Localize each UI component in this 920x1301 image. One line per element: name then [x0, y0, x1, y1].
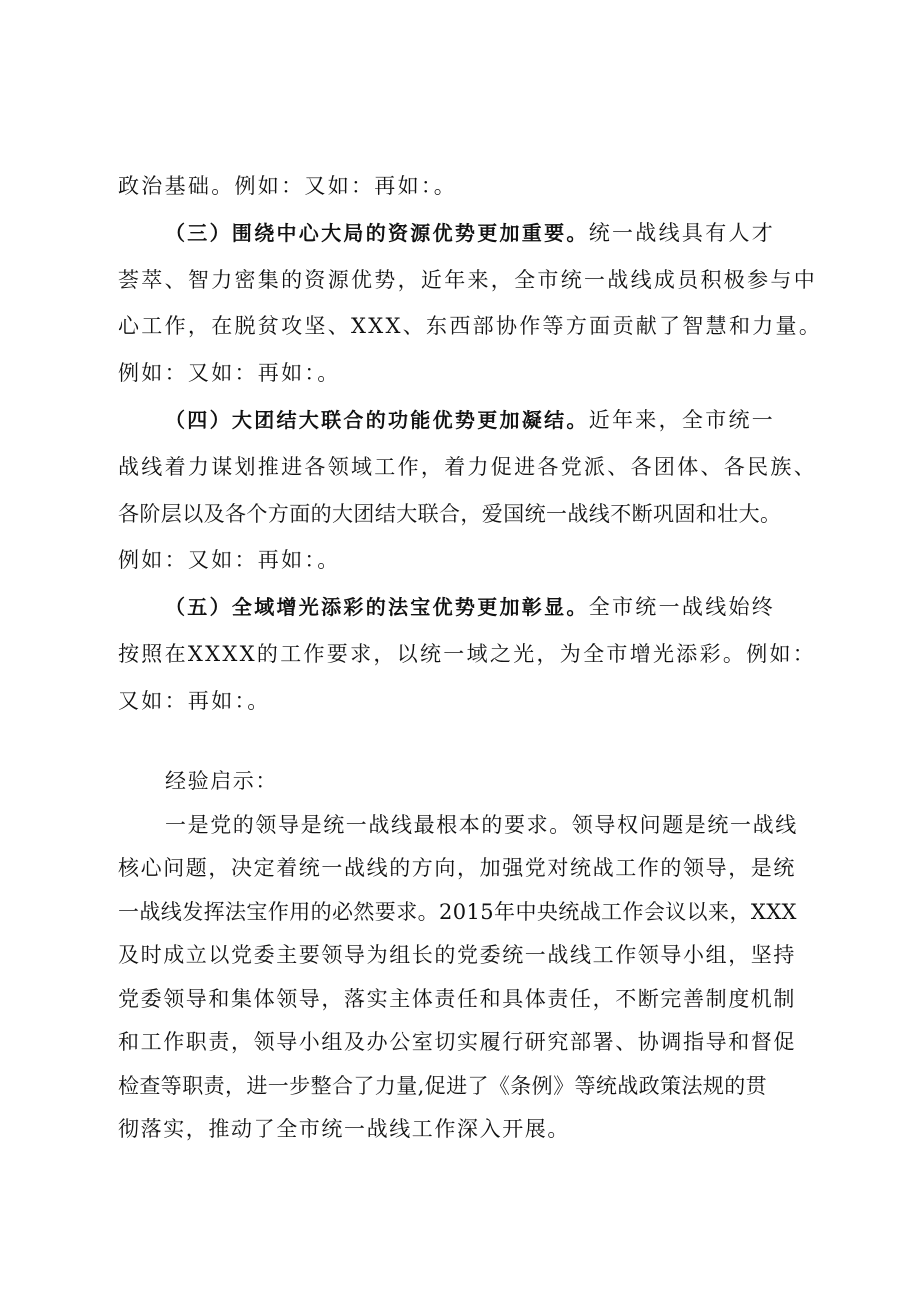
body-line: 例如：又如：再如：。: [118, 548, 341, 573]
section-heading: （五）全域增光添彩的法宝优势更加彰显。: [165, 595, 589, 620]
body-line: 一战线发挥法宝作用的必然要求。2015年中央统战工作会议以来，XXX: [118, 899, 797, 924]
experience-section: [118, 760, 830, 1152]
body-line: 心工作，在脱贫攻坚、XXX、东西部协作等方面贡献了智慧和力量。: [118, 314, 823, 339]
section-heading: （四）大团结大联合的功能优势更加凝结。: [165, 407, 589, 432]
section-five-heading-line: （五）全域增光添彩的法宝优势更加彰显。全市统一战线始终: [165, 595, 776, 620]
achievements-section: [118, 163, 830, 725]
body-line: 一是党的领导是统一战线最根本的要求。领导权问题是统一战线: [165, 812, 798, 837]
body-line: 及时成立以党委主要领导为组长的党委统一战线工作领导小组，坚持: [118, 943, 796, 967]
body-line: 和工作职责，领导小组及办公室切实履行研究部署、协调指导和督促: [118, 1030, 796, 1054]
body-line: 彻落实，推动了全市统一战线工作深入开展。: [118, 1117, 570, 1141]
section-three-heading-line: （三）围绕中心大局的资源优势更加重要。统一战线具有人才: [165, 220, 776, 245]
body-line: 例如：又如：再如：。: [118, 361, 341, 386]
body-line: 检查等职责，进一步整合了力量,促进了《条例》等统战政策法规的贯: [118, 1073, 768, 1098]
section-heading: （三）围绕中心大局的资源优势更加重要。: [165, 220, 589, 245]
body-line: 又如：再如：。: [118, 688, 271, 713]
section-four-heading-line: （四）大团结大联合的功能优势更加凝结。近年来，全市统一: [165, 407, 776, 432]
experience-heading: 经验启示：: [165, 769, 278, 793]
body-line: 政治基础。例如：又如：再如：。: [118, 174, 457, 198]
body-line: 党委领导和集体领导，落实主体责任和具体责任，不断完善制度机制: [118, 986, 796, 1011]
body-line: 核心问题，决定着统一战线的方向，加强党对统战工作的领导，是统: [118, 856, 796, 880]
body-line: 按照在XXXX的工作要求，以统一域之光，为全市增光添彩。例如：: [118, 641, 817, 666]
body-line: 战线着力谋划推进各领域工作，着力促进各党派、各团体、各民族、: [118, 454, 817, 479]
body-line: 荟萃、智力密集的资源优势，近年来，全市统一战线成员积极参与中: [118, 267, 817, 292]
body-line: 各阶层以及各个方面的大团结大联合，爱国统一战线不断巩固和壮大。: [118, 501, 782, 526]
